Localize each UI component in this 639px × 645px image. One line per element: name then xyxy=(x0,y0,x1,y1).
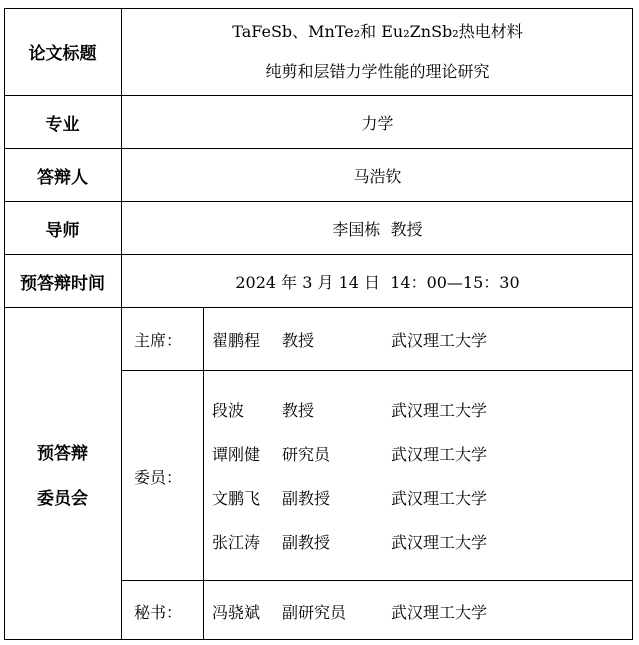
time-label: 预答辩时间 xyxy=(20,273,105,294)
major-value: 力学 xyxy=(361,113,394,133)
advisor-label: 导师 xyxy=(45,220,80,241)
member-title: 副教授 xyxy=(282,533,331,552)
member-title: 教授 xyxy=(282,401,315,420)
member-title: 研究员 xyxy=(282,445,331,464)
secretary-org: 武汉理工大学 xyxy=(391,603,488,622)
committee-column-divider xyxy=(203,307,204,640)
member-org: 武汉理工大学 xyxy=(391,445,488,464)
time-value: 2024 年 3 月 14 日 14：00—15：30 xyxy=(235,272,520,292)
chair-title: 教授 xyxy=(282,331,315,350)
committee-row-divider xyxy=(121,370,633,371)
committee-row-divider xyxy=(121,580,633,581)
member-name: 张江涛 xyxy=(212,533,261,552)
chair-org: 武汉理工大学 xyxy=(391,331,488,350)
member-name: 文鹏飞 xyxy=(212,489,261,508)
member-name: 谭刚健 xyxy=(212,445,261,464)
title-label: 论文标题 xyxy=(28,44,97,64)
committee-label xyxy=(4,308,121,640)
member-org: 武汉理工大学 xyxy=(391,533,488,552)
advisor-value: 李国栋 教授 xyxy=(332,219,423,239)
secretary-name: 冯骁斌 xyxy=(212,603,261,622)
members-role: 委员： xyxy=(134,468,183,487)
member-title: 副教授 xyxy=(282,489,331,508)
chair-role: 主席： xyxy=(134,331,183,350)
defender-value: 马浩钦 xyxy=(353,166,402,186)
member-org: 武汉理工大学 xyxy=(391,401,488,420)
member-org: 武汉理工大学 xyxy=(391,489,488,508)
major-label: 专业 xyxy=(45,114,80,135)
committee-label-line2: 委员会 xyxy=(37,489,88,509)
thesis-title-line2: 纯剪和层错力学性能的理论研究 xyxy=(265,61,490,81)
thesis-title-line1: TaFeSb、MnTe₂和 Eu₂ZnSb₂热电材料 xyxy=(232,21,523,41)
secretary-role: 秘书： xyxy=(134,603,183,622)
secretary-title: 副研究员 xyxy=(282,603,347,622)
defender-label: 答辩人 xyxy=(37,167,88,188)
member-name: 段波 xyxy=(212,401,245,420)
chair-name: 翟鹏程 xyxy=(212,331,261,350)
committee-label-line1: 预答辩 xyxy=(37,444,88,464)
thesis-title xyxy=(122,8,633,95)
